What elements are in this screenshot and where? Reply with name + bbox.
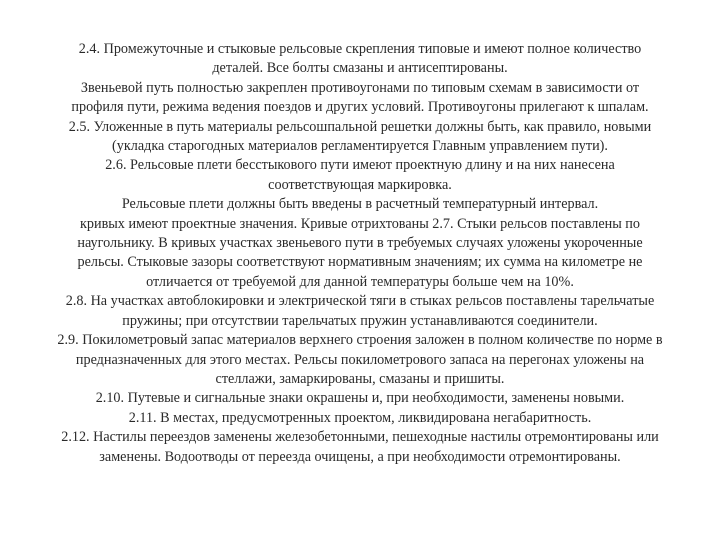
- text-line: наугольнику. В кривых участках звеньевого пути в требуемых случаях уложены укороченные: [77, 235, 643, 252]
- text-line: деталей. Все болты смазаны и антисептированы.: [212, 60, 508, 77]
- text-line: предназначенных для этого местах. Рельсы покилометрового запаса на перегонах уложены на: [75, 351, 645, 368]
- text-line: 2.9. Покилометровый запас материалов верхнего строения заложен в полном количестве по норме в: [57, 332, 663, 349]
- text-line: 2.4. Промежуточные и стыковые рельсовые скрепления типовые и имеют полное количество: [78, 41, 642, 57]
- text-line: 2.6. Рельсовые плети бесстыкового пути имеют проектную длину и на них нанесена: [105, 157, 615, 174]
- text-line: 2.10. Путевые и сигнальные знаки окрашены и, при необходимости, заменены новыми.: [95, 390, 625, 407]
- text-line: (укладка старогодных материалов регламентируется Главным управлением пути).: [112, 138, 608, 155]
- text-line: 2.12. Настилы переездов заменены железобетонными, пешеходные настилы отремонтированы или: [61, 429, 659, 446]
- text-line: стеллажи, замаркированы, смазаны и пришиты.: [215, 370, 505, 387]
- text-line: профиля пути, режима ведения поездов и других условий. Противоугоны прилегают к шпалам.: [71, 99, 649, 116]
- text-line: отличается от требуемой для данной температуры больше чем на 10%.: [146, 273, 574, 290]
- text-line: пружины; при отсутствии тарельчатых пружин устанавливаются соединители.: [122, 312, 598, 329]
- text-line: 2.8. На участках автоблокировки и электрической тяги в стыках рельсов поставлены тарельчатые: [65, 293, 655, 310]
- text-line: Рельсовые плети должны быть введены в расчетный температурный интервал.: [121, 196, 599, 213]
- text-line: кривых имеют проектные значения. Кривые отрихтованы 2.7. Стыки рельсов поставлены по: [80, 215, 640, 232]
- text-line: рельсы. Стыковые зазоры соответствуют нормативным значениям; их сумма на километре не: [77, 254, 643, 271]
- text-line: 2.5. Уложенные в путь материалы рельсошпальной решетки должны быть, как правило, новыми: [68, 118, 652, 135]
- text-line: заменены. Водоотводы от переезда очищены, а при необходимости отремонтированы.: [99, 448, 621, 465]
- document-text: [4, 40, 716, 467]
- text-line: Звеньевой путь полностью закреплен противоугонами по типовым схемам в зависимости от: [80, 79, 640, 96]
- text-line: соответствующая маркировка.: [268, 176, 452, 193]
- text-line: 2.11. В местах, предусмотренных проектом, ликвидирована негабаритность.: [128, 409, 592, 426]
